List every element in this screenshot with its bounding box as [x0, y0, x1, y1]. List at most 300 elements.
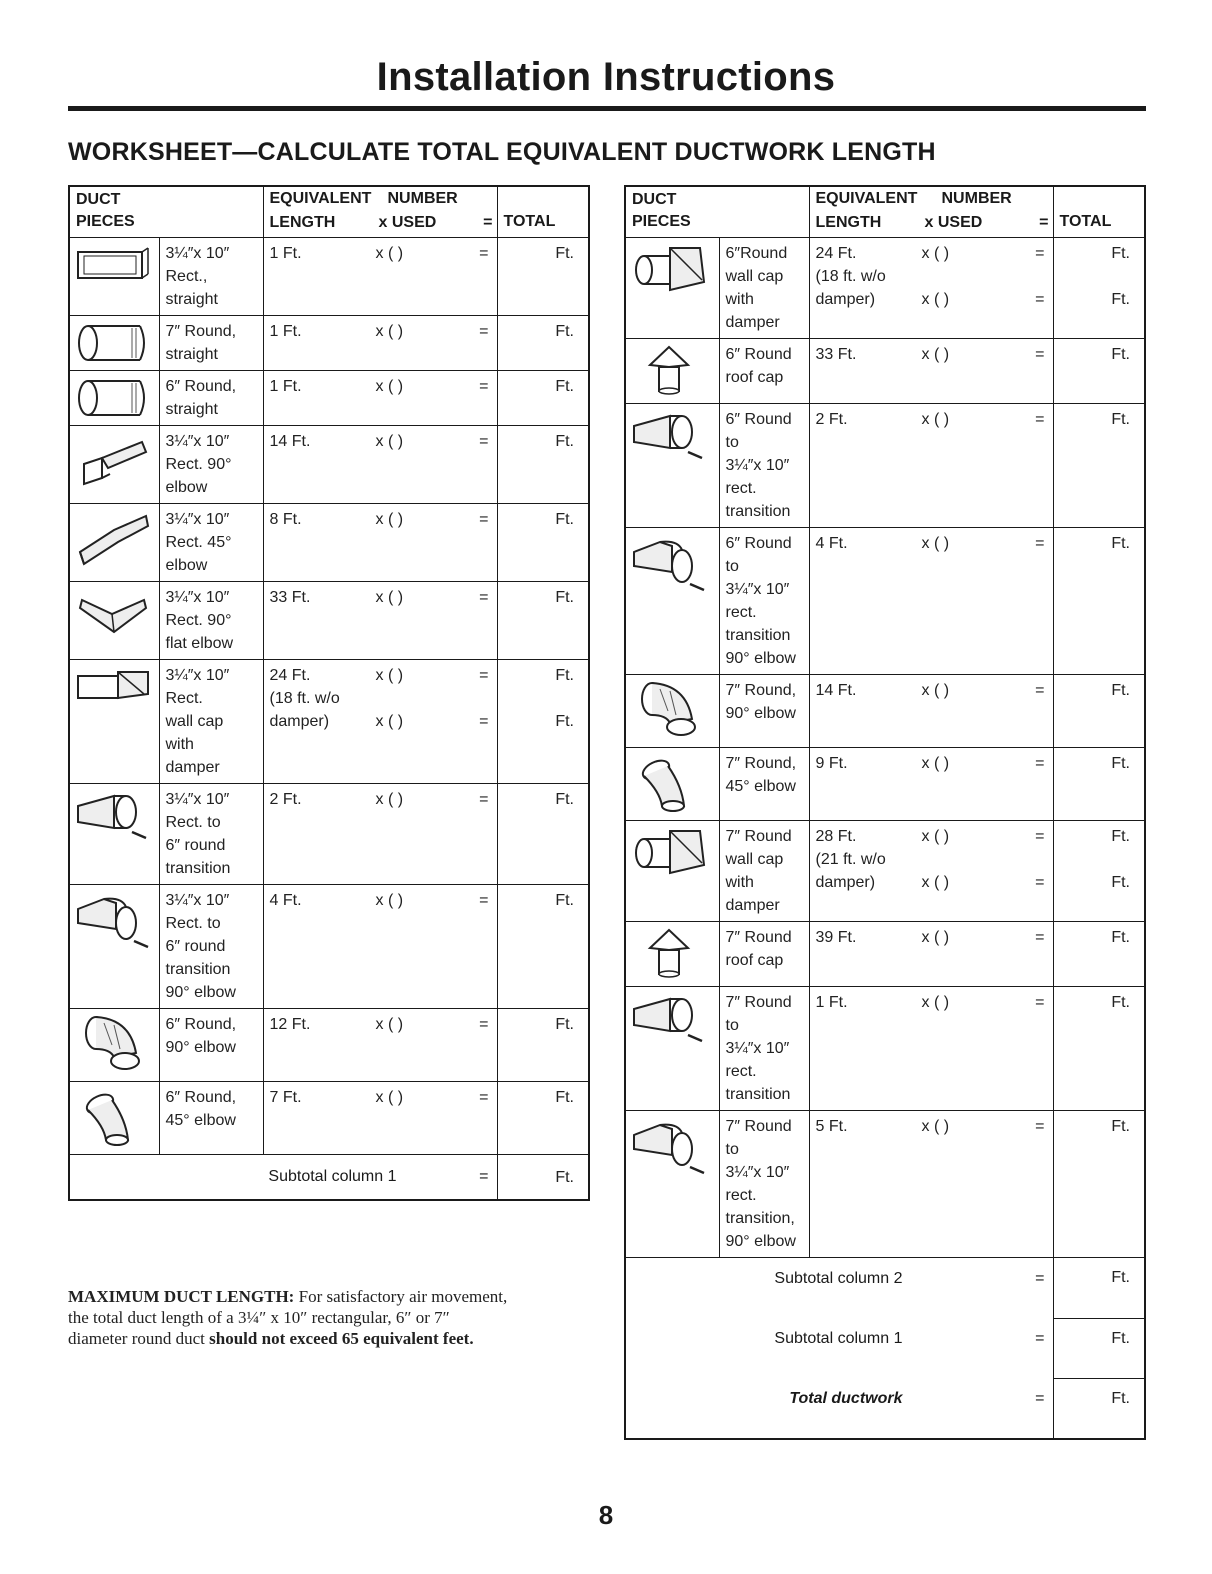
total-cell — [1053, 404, 1145, 528]
equals-sign: = — [479, 323, 489, 340]
equivalent-length-cell — [263, 426, 497, 504]
duct-piece-description — [719, 748, 809, 821]
transition-icon — [630, 991, 715, 1047]
equals-sign: = — [479, 713, 489, 730]
equivalent-length-cell — [263, 582, 497, 660]
equals-sign: = — [1035, 874, 1045, 891]
total-feet-field[interactable]: Ft. — [555, 245, 574, 262]
subtotal-row — [625, 1318, 1145, 1378]
table-row — [625, 821, 1145, 922]
number-used-input[interactable]: x ( ) — [921, 929, 950, 946]
number-used-input[interactable]: x ( ) — [375, 245, 404, 262]
equivalent-length-cell — [809, 404, 1053, 528]
total-feet-field[interactable]: Ft. — [1111, 682, 1130, 699]
table-row — [69, 371, 589, 426]
length-value: 8 Ft. — [269, 511, 302, 528]
duct-piece-description — [159, 885, 263, 1009]
duct-piece-description — [159, 1082, 263, 1155]
equals-sign: = — [479, 245, 489, 262]
duct-piece-image — [625, 339, 719, 404]
table-row — [69, 238, 589, 316]
round-straight-duct-icon — [74, 320, 155, 366]
length-value: 5 Ft. — [815, 1118, 848, 1135]
length-value: 9 Ft. — [815, 755, 848, 772]
number-used-input[interactable]: x ( ) — [921, 291, 950, 308]
equivalent-length-cell — [263, 504, 497, 582]
duct-piece-image — [625, 238, 719, 339]
number-used-input[interactable]: x ( ) — [921, 682, 950, 699]
duct-piece-image — [69, 1009, 159, 1082]
summary-label-cell — [625, 1258, 1053, 1319]
description-line: with — [165, 736, 194, 753]
table-row — [625, 528, 1145, 675]
summary-label: Subtotal column 1 — [774, 1330, 903, 1347]
equals-sign: = — [479, 1089, 489, 1106]
number-used-input[interactable]: x ( ) — [921, 411, 950, 428]
total-feet-field[interactable]: Ft. — [555, 378, 574, 395]
duct-piece-image — [69, 371, 159, 426]
equals-sign: = — [1035, 535, 1045, 552]
total-feet-field[interactable]: Ft. — [1111, 929, 1130, 946]
equivalent-length-cell — [809, 675, 1053, 748]
transition-elbow-icon — [630, 532, 715, 596]
summary-total-cell — [1053, 1318, 1145, 1378]
description-line: transition — [725, 1086, 791, 1103]
equals-sign: = — [1035, 755, 1045, 772]
description-line: Rect. 90° — [165, 456, 232, 473]
description-line: 7″ Round — [725, 1118, 792, 1135]
rect-90-elbow-icon — [74, 430, 155, 490]
total-feet-field[interactable]: Ft. — [1111, 755, 1130, 772]
length-value: 4 Ft. — [815, 535, 848, 552]
total-feet-field[interactable]: Ft. — [1111, 994, 1130, 1011]
rect-straight-duct-icon — [74, 242, 155, 288]
description-line: 90° elbow — [725, 650, 796, 667]
number-used-input[interactable]: x ( ) — [921, 994, 950, 1011]
description-line: 6″ Round, — [165, 1016, 237, 1033]
round-90-elbow-icon — [74, 1013, 155, 1077]
description-line: Rect. to — [165, 915, 221, 932]
worksheet-table-left — [68, 185, 590, 1201]
equivalent-length-cell — [263, 660, 497, 784]
description-line: 3¼″x 10″ — [725, 457, 790, 474]
description-line: straight — [165, 401, 218, 418]
total-cell — [1053, 987, 1145, 1111]
total-feet-field[interactable]: Ft. — [1111, 291, 1130, 308]
description-line: 90° elbow — [725, 705, 796, 722]
duct-piece-description — [719, 1111, 809, 1258]
duct-piece-image — [69, 238, 159, 316]
subtotal-label: Subtotal column 1 — [268, 1168, 397, 1185]
equals-sign: = — [479, 791, 489, 808]
total-feet-field[interactable]: Ft. — [555, 323, 574, 340]
total-feet-field[interactable]: Ft. — [1111, 874, 1130, 891]
description-line: 6″ round — [165, 938, 226, 955]
equals-sign: = — [479, 511, 489, 528]
description-line: 7″ Round — [725, 929, 792, 946]
transition-elbow-icon — [630, 1115, 715, 1179]
table-row — [69, 582, 589, 660]
length-value: 4 Ft. — [269, 892, 302, 909]
duct-piece-description — [719, 675, 809, 748]
duct-piece-description — [719, 528, 809, 675]
round-wall-cap-icon — [630, 825, 715, 881]
table-row — [625, 238, 1145, 339]
number-used-input[interactable]: x ( ) — [921, 755, 950, 772]
description-line: 3¼″x 10″ — [165, 667, 230, 684]
length-value: 1 Ft. — [269, 245, 302, 262]
number-used-input[interactable]: x ( ) — [375, 892, 404, 909]
description-line: 7″ Round — [725, 828, 792, 845]
equals-sign: = — [1035, 682, 1045, 699]
equivalent-length-cell — [809, 1111, 1053, 1258]
number-used-input[interactable]: x ( ) — [375, 1016, 404, 1033]
duct-piece-image — [69, 885, 159, 1009]
page-title: Installation Instructions — [376, 55, 836, 99]
total-feet-field[interactable]: Ft. — [1111, 1118, 1130, 1135]
duct-piece-image — [69, 660, 159, 784]
number-used-input[interactable]: x ( ) — [375, 378, 404, 395]
total-feet-field[interactable]: Ft. — [555, 1168, 574, 1186]
equals-sign: = — [479, 433, 489, 450]
description-line: 7″ Round, — [165, 323, 237, 340]
duct-piece-image — [69, 582, 159, 660]
duct-piece-image — [69, 316, 159, 371]
total-cell — [497, 371, 589, 426]
round-wall-cap-icon — [630, 242, 715, 298]
total-cell — [497, 426, 589, 504]
description-line: flat elbow — [165, 635, 234, 652]
number-used-input[interactable]: x ( ) — [375, 791, 404, 808]
equals-sign: = — [1035, 346, 1045, 363]
length-value: 1 Ft. — [269, 378, 302, 395]
description-line: roof cap — [725, 369, 784, 386]
length-value: 14 Ft. — [269, 433, 311, 450]
description-line: transition — [725, 627, 791, 644]
equivalent-length-cell — [263, 885, 497, 1009]
equivalent-header: EQUIVALENT NUMBER LENGTH x USED = — [263, 186, 497, 238]
table-row — [69, 885, 589, 1009]
description-line: 45° elbow — [725, 778, 796, 795]
equals-sign: = — [1035, 1270, 1045, 1287]
equivalent-length-cell — [263, 371, 497, 426]
table-row — [625, 987, 1145, 1111]
number-used-input[interactable]: x ( ) — [921, 245, 950, 262]
equals-sign: = — [1035, 291, 1045, 308]
length-value: 7 Ft. — [269, 1089, 302, 1106]
duct-piece-description — [159, 316, 263, 371]
equals-sign: = — [1035, 828, 1045, 845]
total-feet-field[interactable]: Ft. — [555, 589, 574, 606]
description-line: rect. — [725, 1063, 757, 1080]
table-row — [69, 660, 589, 784]
table-row — [625, 404, 1145, 528]
length-value: damper) — [269, 713, 330, 730]
rect-wall-cap-icon — [74, 664, 155, 710]
summary-label: Subtotal column 2 — [774, 1270, 903, 1287]
rect-45-elbow-icon — [74, 508, 155, 568]
length-value: (18 ft. w/o — [815, 268, 886, 285]
description-line: 90° elbow — [165, 1039, 236, 1056]
roof-cap-icon — [630, 926, 715, 982]
description-line: transition — [725, 503, 791, 520]
table-header-row — [69, 186, 589, 238]
description-line: elbow — [165, 557, 208, 574]
total-feet-field[interactable] — [1054, 848, 1145, 871]
table-row — [625, 922, 1145, 987]
table-row — [69, 316, 589, 371]
description-line: straight — [165, 291, 218, 308]
description-line: damper — [725, 897, 780, 914]
duct-pieces-header: DUCT PIECES — [69, 186, 263, 238]
total-feet-field[interactable]: Ft. — [555, 511, 574, 528]
duct-piece-image — [625, 922, 719, 987]
description-line: Rect. to — [165, 814, 221, 831]
equals-sign: = — [479, 378, 489, 395]
description-line: 3¼″x 10″ — [165, 892, 230, 909]
description-line: to — [725, 558, 739, 575]
duct-piece-image — [69, 784, 159, 885]
total-feet-field[interactable]: Ft. — [1111, 1269, 1130, 1286]
equals-sign: = — [479, 1016, 489, 1033]
transition-elbow-icon — [74, 889, 155, 953]
equals-sign: = — [1035, 1390, 1045, 1407]
description-line: 90° elbow — [165, 984, 236, 1001]
description-line: to — [725, 434, 739, 451]
total-feet-field[interactable]: Ft. — [1111, 1389, 1130, 1407]
total-feet-field[interactable]: Ft. — [555, 1089, 574, 1106]
total-cell — [497, 1009, 589, 1082]
description-line: 3¼″x 10″ — [165, 511, 230, 528]
worksheet-table-right — [624, 185, 1146, 1440]
round-45-elbow-icon — [74, 1086, 155, 1150]
description-line: Rect. 45° — [165, 534, 232, 551]
total-feet-field[interactable]: Ft. — [1111, 245, 1130, 262]
number-used-input[interactable]: x ( ) — [375, 589, 404, 606]
table-row — [625, 339, 1145, 404]
table-row — [69, 504, 589, 582]
description-line: damper — [165, 759, 220, 776]
total-feet-field[interactable]: Ft. — [555, 667, 574, 684]
table-row — [625, 748, 1145, 821]
total-cell — [1053, 821, 1145, 922]
length-value: 24 Ft. — [269, 667, 311, 684]
duct-piece-description — [159, 660, 263, 784]
number-used-input[interactable]: x ( ) — [375, 713, 404, 730]
transition-icon — [74, 788, 155, 844]
total-feet-field[interactable]: Ft. — [555, 713, 574, 730]
description-line: 6″ Round — [725, 535, 792, 552]
description-line: 6″ Round — [725, 411, 792, 428]
total-feet-field[interactable]: Ft. — [555, 892, 574, 909]
description-line: transition — [165, 860, 231, 877]
total-feet-field[interactable]: Ft. — [1111, 535, 1130, 552]
equals-sign: = — [1035, 929, 1045, 946]
roof-cap-icon — [630, 343, 715, 399]
description-line: with — [725, 874, 754, 891]
duct-piece-image — [625, 528, 719, 675]
equivalent-length-cell — [263, 1009, 497, 1082]
total-header: TOTAL — [1053, 186, 1145, 238]
transition-icon — [630, 408, 715, 464]
equivalent-length-cell — [263, 316, 497, 371]
round-90-elbow-icon — [630, 679, 715, 743]
number-used-input[interactable]: x ( ) — [921, 874, 950, 891]
duct-piece-image — [625, 675, 719, 748]
total-header: TOTAL — [497, 186, 589, 238]
total-cell — [1053, 1111, 1145, 1258]
description-line: wall cap — [165, 713, 224, 730]
length-value: (21 ft. w/o — [815, 851, 886, 868]
length-value: 12 Ft. — [269, 1016, 311, 1033]
number-used-input[interactable]: x ( ) — [375, 323, 404, 340]
round-45-elbow-icon — [630, 752, 715, 816]
total-cell — [497, 1082, 589, 1155]
equivalent-length-cell — [809, 748, 1053, 821]
length-value: 24 Ft. — [815, 245, 857, 262]
total-feet-field[interactable]: Ft. — [1111, 828, 1130, 845]
equivalent-length-cell — [263, 238, 497, 316]
equals-sign: = — [1035, 994, 1045, 1011]
length-value: 2 Ft. — [815, 411, 848, 428]
duct-piece-image — [625, 821, 719, 922]
description-line: rect. — [725, 1187, 757, 1204]
duct-piece-description — [159, 238, 263, 316]
length-value: 1 Ft. — [269, 323, 302, 340]
duct-piece-image — [69, 504, 159, 582]
duct-piece-image — [69, 426, 159, 504]
equals-sign: = — [1035, 1330, 1045, 1347]
round-straight-duct-icon — [74, 375, 155, 421]
equivalent-length-cell — [809, 987, 1053, 1111]
equivalent-length-cell — [809, 238, 1053, 339]
total-feet-field[interactable]: Ft. — [555, 791, 574, 808]
equivalent-length-cell — [809, 339, 1053, 404]
description-line: 6″ Round, — [165, 1089, 237, 1106]
total-cell — [497, 238, 589, 316]
table-row — [69, 426, 589, 504]
summary-label: Total ductwork — [789, 1390, 903, 1407]
description-line: to — [725, 1017, 739, 1034]
subtotal-row — [625, 1258, 1145, 1319]
total-feet-field[interactable]: Ft. — [1111, 411, 1130, 428]
duct-piece-image — [625, 748, 719, 821]
description-line: 90° elbow — [725, 1233, 796, 1250]
description-line: with — [725, 291, 754, 308]
max-duct-length-note: MAXIMUM DUCT LENGTH: For satisfactory air movement, the total duct length of a 3¼″ x 10″ rectangular, 6″ or 7″ diameter round duct should not exceed 65 equivalent feet. — [68, 1287, 508, 1348]
total-feet-field[interactable]: Ft. — [555, 433, 574, 450]
total-feet-field[interactable]: Ft. — [555, 1016, 574, 1033]
length-value: 33 Ft. — [269, 589, 311, 606]
description-line: 3¼″x 10″ — [725, 1164, 790, 1181]
description-line: 45° elbow — [165, 1112, 236, 1129]
description-line: 3¼″x 10″ — [165, 589, 230, 606]
equals-sign: = — [1035, 1118, 1045, 1135]
length-value: 14 Ft. — [815, 682, 857, 699]
table-row — [69, 784, 589, 885]
total-cell — [1053, 748, 1145, 821]
duct-piece-image — [625, 987, 719, 1111]
duct-piece-image — [69, 1082, 159, 1155]
total-cell — [497, 885, 589, 1009]
duct-piece-description — [159, 371, 263, 426]
description-line: roof cap — [725, 952, 784, 969]
length-value: 28 Ft. — [815, 828, 857, 845]
equivalent-length-cell — [809, 821, 1053, 922]
description-line: rect. — [725, 480, 757, 497]
number-used-input[interactable]: x ( ) — [921, 828, 950, 845]
duct-piece-description — [719, 922, 809, 987]
equals-sign: = — [479, 1168, 489, 1185]
table-row — [625, 1111, 1145, 1258]
length-value: 39 Ft. — [815, 929, 857, 946]
equivalent-length-cell — [263, 1082, 497, 1155]
number-used-input[interactable]: x ( ) — [375, 1089, 404, 1106]
equals-sign: = — [479, 589, 489, 606]
rect-flat-elbow-icon — [74, 586, 155, 646]
description-line: wall cap — [725, 851, 784, 868]
total-cell — [1053, 922, 1145, 987]
total-feet-field[interactable]: Ft. — [1111, 1329, 1130, 1347]
number-used-input[interactable]: x ( ) — [375, 433, 404, 450]
length-value: damper) — [815, 291, 876, 308]
number-used-input[interactable]: x ( ) — [375, 667, 404, 684]
total-cell — [1053, 339, 1145, 404]
table-row — [69, 1082, 589, 1155]
summary-total-cell — [1053, 1378, 1145, 1439]
description-line: Rect., — [165, 268, 208, 285]
duct-piece-description — [719, 339, 809, 404]
total-feet-field[interactable] — [1054, 265, 1145, 288]
description-line: 6″ round — [165, 837, 226, 854]
description-line: Rect. — [165, 690, 203, 707]
number-used-input[interactable]: x ( ) — [921, 1118, 950, 1135]
description-line: transition, — [725, 1210, 795, 1227]
equals-sign: = — [479, 667, 489, 684]
page-number: 8 — [598, 1500, 614, 1530]
description-line: elbow — [165, 479, 208, 496]
total-ductwork-row — [625, 1378, 1145, 1439]
description-line: Rect. 90° — [165, 612, 232, 629]
description-line: rect. — [725, 604, 757, 621]
description-line: 6″ Round — [725, 346, 792, 363]
total-cell — [497, 582, 589, 660]
number-used-input[interactable]: x ( ) — [375, 511, 404, 528]
description-line: 3¼″x 10″ — [165, 433, 230, 450]
description-line: 7″ Round — [725, 994, 792, 1011]
duct-piece-description — [719, 238, 809, 339]
description-line: damper — [725, 314, 780, 331]
length-value: 1 Ft. — [815, 994, 848, 1011]
total-feet-field[interactable] — [498, 687, 589, 710]
table-row — [625, 675, 1145, 748]
equivalent-header: EQUIVALENT NUMBER LENGTH x USED = — [809, 186, 1053, 238]
total-feet-field[interactable]: Ft. — [1111, 346, 1130, 363]
total-cell — [1053, 528, 1145, 675]
equivalent-length-cell — [809, 528, 1053, 675]
description-line: 3¼″x 10″ — [165, 245, 230, 262]
description-line: 7″ Round, — [725, 682, 797, 699]
description-line: to — [725, 1141, 739, 1158]
duct-piece-description — [719, 821, 809, 922]
duct-piece-description — [159, 426, 263, 504]
description-line: 6″ Round, — [165, 378, 237, 395]
number-used-input[interactable]: x ( ) — [921, 346, 950, 363]
number-used-input[interactable]: x ( ) — [921, 535, 950, 552]
length-value: 2 Ft. — [269, 791, 302, 808]
table-row — [69, 1009, 589, 1082]
description-line: straight — [165, 346, 218, 363]
